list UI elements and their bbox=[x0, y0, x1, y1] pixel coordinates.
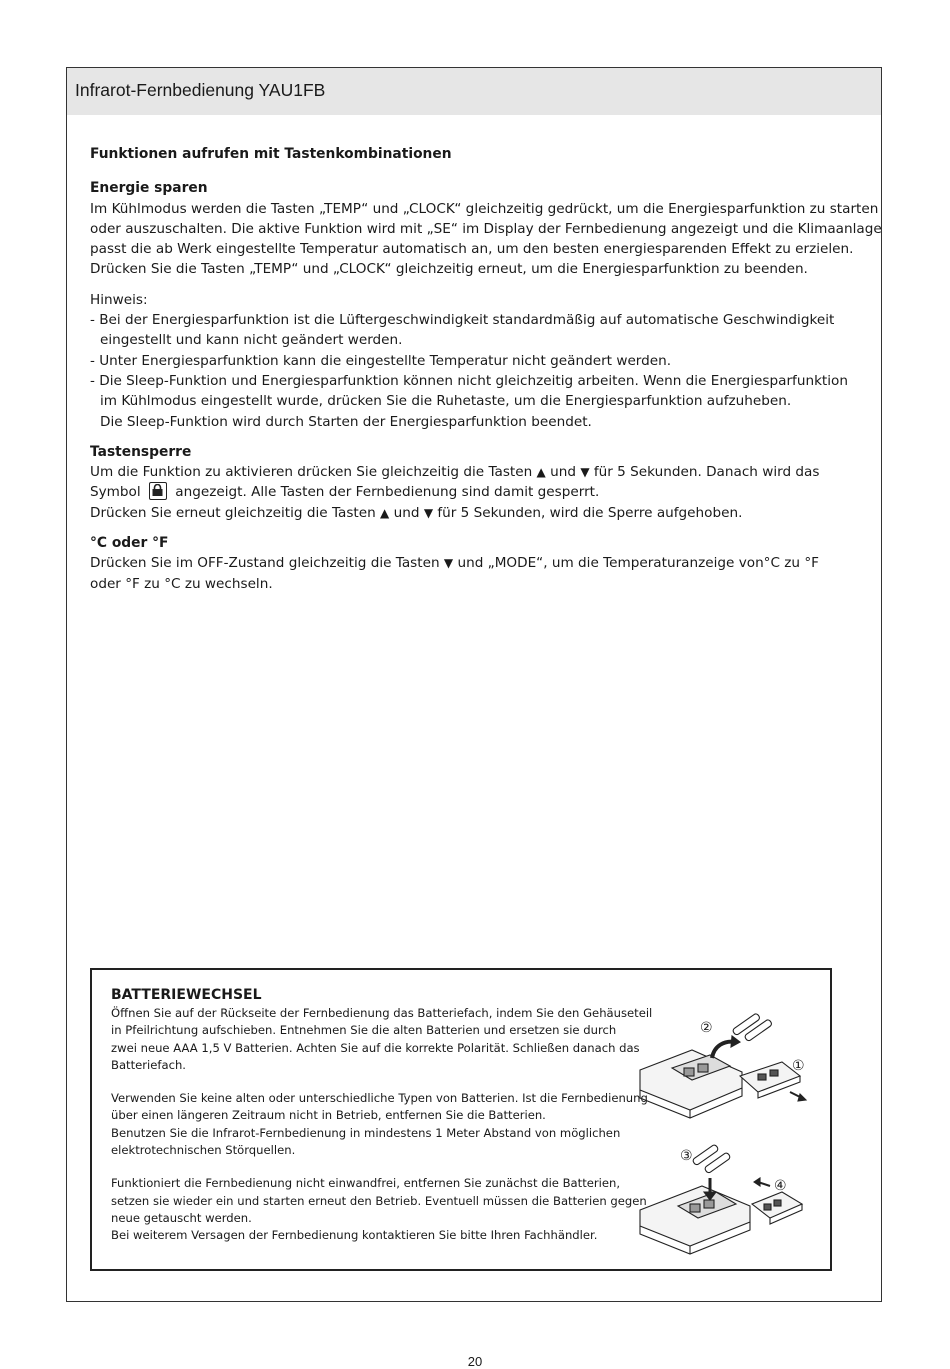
energy-line: oder auszuschalten. Die aktive Funktion wird mit „SE“ im Display der Fernbedienung angezeigt und die Klimaanlage bbox=[90, 220, 882, 237]
lock-line-2: Symbol angezeigt. Alle Tasten der Fernbedienung sind damit gesperrt. bbox=[90, 484, 600, 501]
celsius-title: °C oder °F bbox=[90, 535, 169, 552]
celsius-line-1: Drücken Sie im OFF-Zustand gleichzeitig die Tasten ▼ und „MODE“, um die Temperaturanzeige von°C zu °F bbox=[90, 555, 819, 572]
step-4-label: ④ bbox=[774, 1178, 787, 1194]
battery-line: Bei weiterem Versagen der Fernbedienung kontaktieren Sie bitte Ihren Fachhändler. bbox=[111, 1228, 598, 1243]
battery-illustration bbox=[632, 1010, 822, 1260]
battery-title: BATTERIEWECHSEL bbox=[111, 987, 262, 1003]
energy-line: Drücken Sie die Tasten „TEMP“ und „CLOCK“ gleichzeitig erneut, um die Energiesparfunktion zu beenden. bbox=[90, 261, 808, 278]
down-triangle-icon: ▼ bbox=[443, 556, 454, 571]
remote-open-illustration bbox=[640, 1013, 806, 1118]
page-number: 20 bbox=[467, 1354, 483, 1369]
down-triangle-icon: ▼ bbox=[580, 465, 590, 480]
up-triangle-icon: ▲ bbox=[536, 465, 546, 480]
battery-line: Benutzen Sie die Infrarot-Fernbedienung in mindestens 1 Meter Abstand von möglichen bbox=[111, 1125, 621, 1140]
battery-line: setzen sie wieder ein und starten erneut den Betrieb. Eventuell müssen die Batterien gegen bbox=[111, 1193, 647, 1208]
battery-line: Verwenden Sie keine alten oder unterschiedliche Typen von Batterien. Ist die Fernbedienung bbox=[111, 1091, 648, 1106]
note-line: im Kühlmodus eingestellt wurde, drücken Sie die Ruhetaste, um die Energiesparfunktion aufzuheben. bbox=[100, 393, 792, 410]
down-triangle-icon: ▼ bbox=[423, 505, 434, 520]
note-line: - Die Sleep-Funktion und Energiesparfunktion können nicht gleichzeitig arbeiten. Wenn die Energiesparfunktion bbox=[90, 372, 848, 389]
battery-line: Öffnen Sie auf der Rückseite der Fernbedienung das Batteriefach, indem Sie den Gehäuseteil bbox=[111, 1006, 653, 1020]
battery-line: Funktioniert die Fernbedienung nicht einwandfrei, entfernen Sie zunächst die Batterien, bbox=[111, 1176, 621, 1191]
celsius-line-2: oder °F zu °C zu wechseln. bbox=[90, 575, 273, 592]
lock-title: Tastensperre bbox=[90, 443, 192, 460]
page-frame bbox=[66, 67, 882, 1302]
step-2-label: ② bbox=[700, 1020, 713, 1036]
energy-line: Im Kühlmodus werden die Tasten „TEMP“ und „CLOCK“ gleichzeitig gedrückt, um die Energiesparfunktion zu starten bbox=[90, 200, 879, 217]
battery-line: elektrotechnischen Störquellen. bbox=[111, 1143, 296, 1158]
note-line: eingestellt und kann nicht geändert werden. bbox=[100, 332, 403, 349]
step-3-label: ③ bbox=[680, 1148, 693, 1164]
energy-title: Energie sparen bbox=[90, 180, 208, 197]
up-triangle-icon: ▲ bbox=[380, 505, 390, 520]
battery-text bbox=[111, 985, 653, 1245]
lock-line-1: Um die Funktion zu aktivieren drücken Sie gleichzeitig die Tasten ▲ und ▼ für 5 Sekunden. Danach wird das bbox=[90, 464, 820, 481]
battery-box bbox=[90, 968, 832, 1271]
battery-line: in Pfeilrichtung aufschieben. Entnehmen Sie die alten Batterien und ersetzen sie durch bbox=[111, 1023, 617, 1038]
note-line: - Unter Energiesparfunktion kann die eingestellte Temperatur nicht geändert werden. bbox=[90, 352, 672, 369]
step-1-label: ① bbox=[792, 1058, 805, 1074]
battery-line: neue getauscht werden. bbox=[111, 1210, 252, 1225]
remote-insert-illustration bbox=[640, 1144, 802, 1254]
main-content bbox=[90, 144, 882, 594]
battery-line: über einen längeren Zeitraum nicht in Betrieb, entfernen Sie die Batterien. bbox=[111, 1108, 546, 1123]
energy-line: passt die ab Werk eingestellte Temperatur automatisch an, um den besten energiesparenden Effekt zu erzielen. bbox=[90, 241, 854, 258]
page-title: Infrarot-Fernbedienung YAU1FB bbox=[75, 80, 326, 100]
note-line: - Bei der Energiesparfunktion ist die Lüftergeschwindigkeit standardmäßig auf automatische Geschwindigkeit bbox=[90, 312, 835, 329]
note-label: Hinweis: bbox=[90, 291, 148, 308]
page-header bbox=[67, 68, 881, 115]
note-line: Die Sleep-Funktion wird durch Starten der Energiesparfunktion beendet. bbox=[100, 413, 592, 430]
battery-line: zwei neue AAA 1,5 V Batterien. Achten Sie auf die korrekte Polarität. Schließen danach das bbox=[111, 1040, 640, 1055]
lock-icon bbox=[149, 482, 167, 500]
section-heading: Funktionen aufrufen mit Tastenkombinationen bbox=[90, 146, 452, 162]
lock-line-3: Drücken Sie erneut gleichzeitig die Tasten ▲ und ▼ für 5 Sekunden, wird die Sperre aufgehoben. bbox=[90, 504, 743, 521]
battery-line: Batteriefach. bbox=[111, 1057, 186, 1072]
